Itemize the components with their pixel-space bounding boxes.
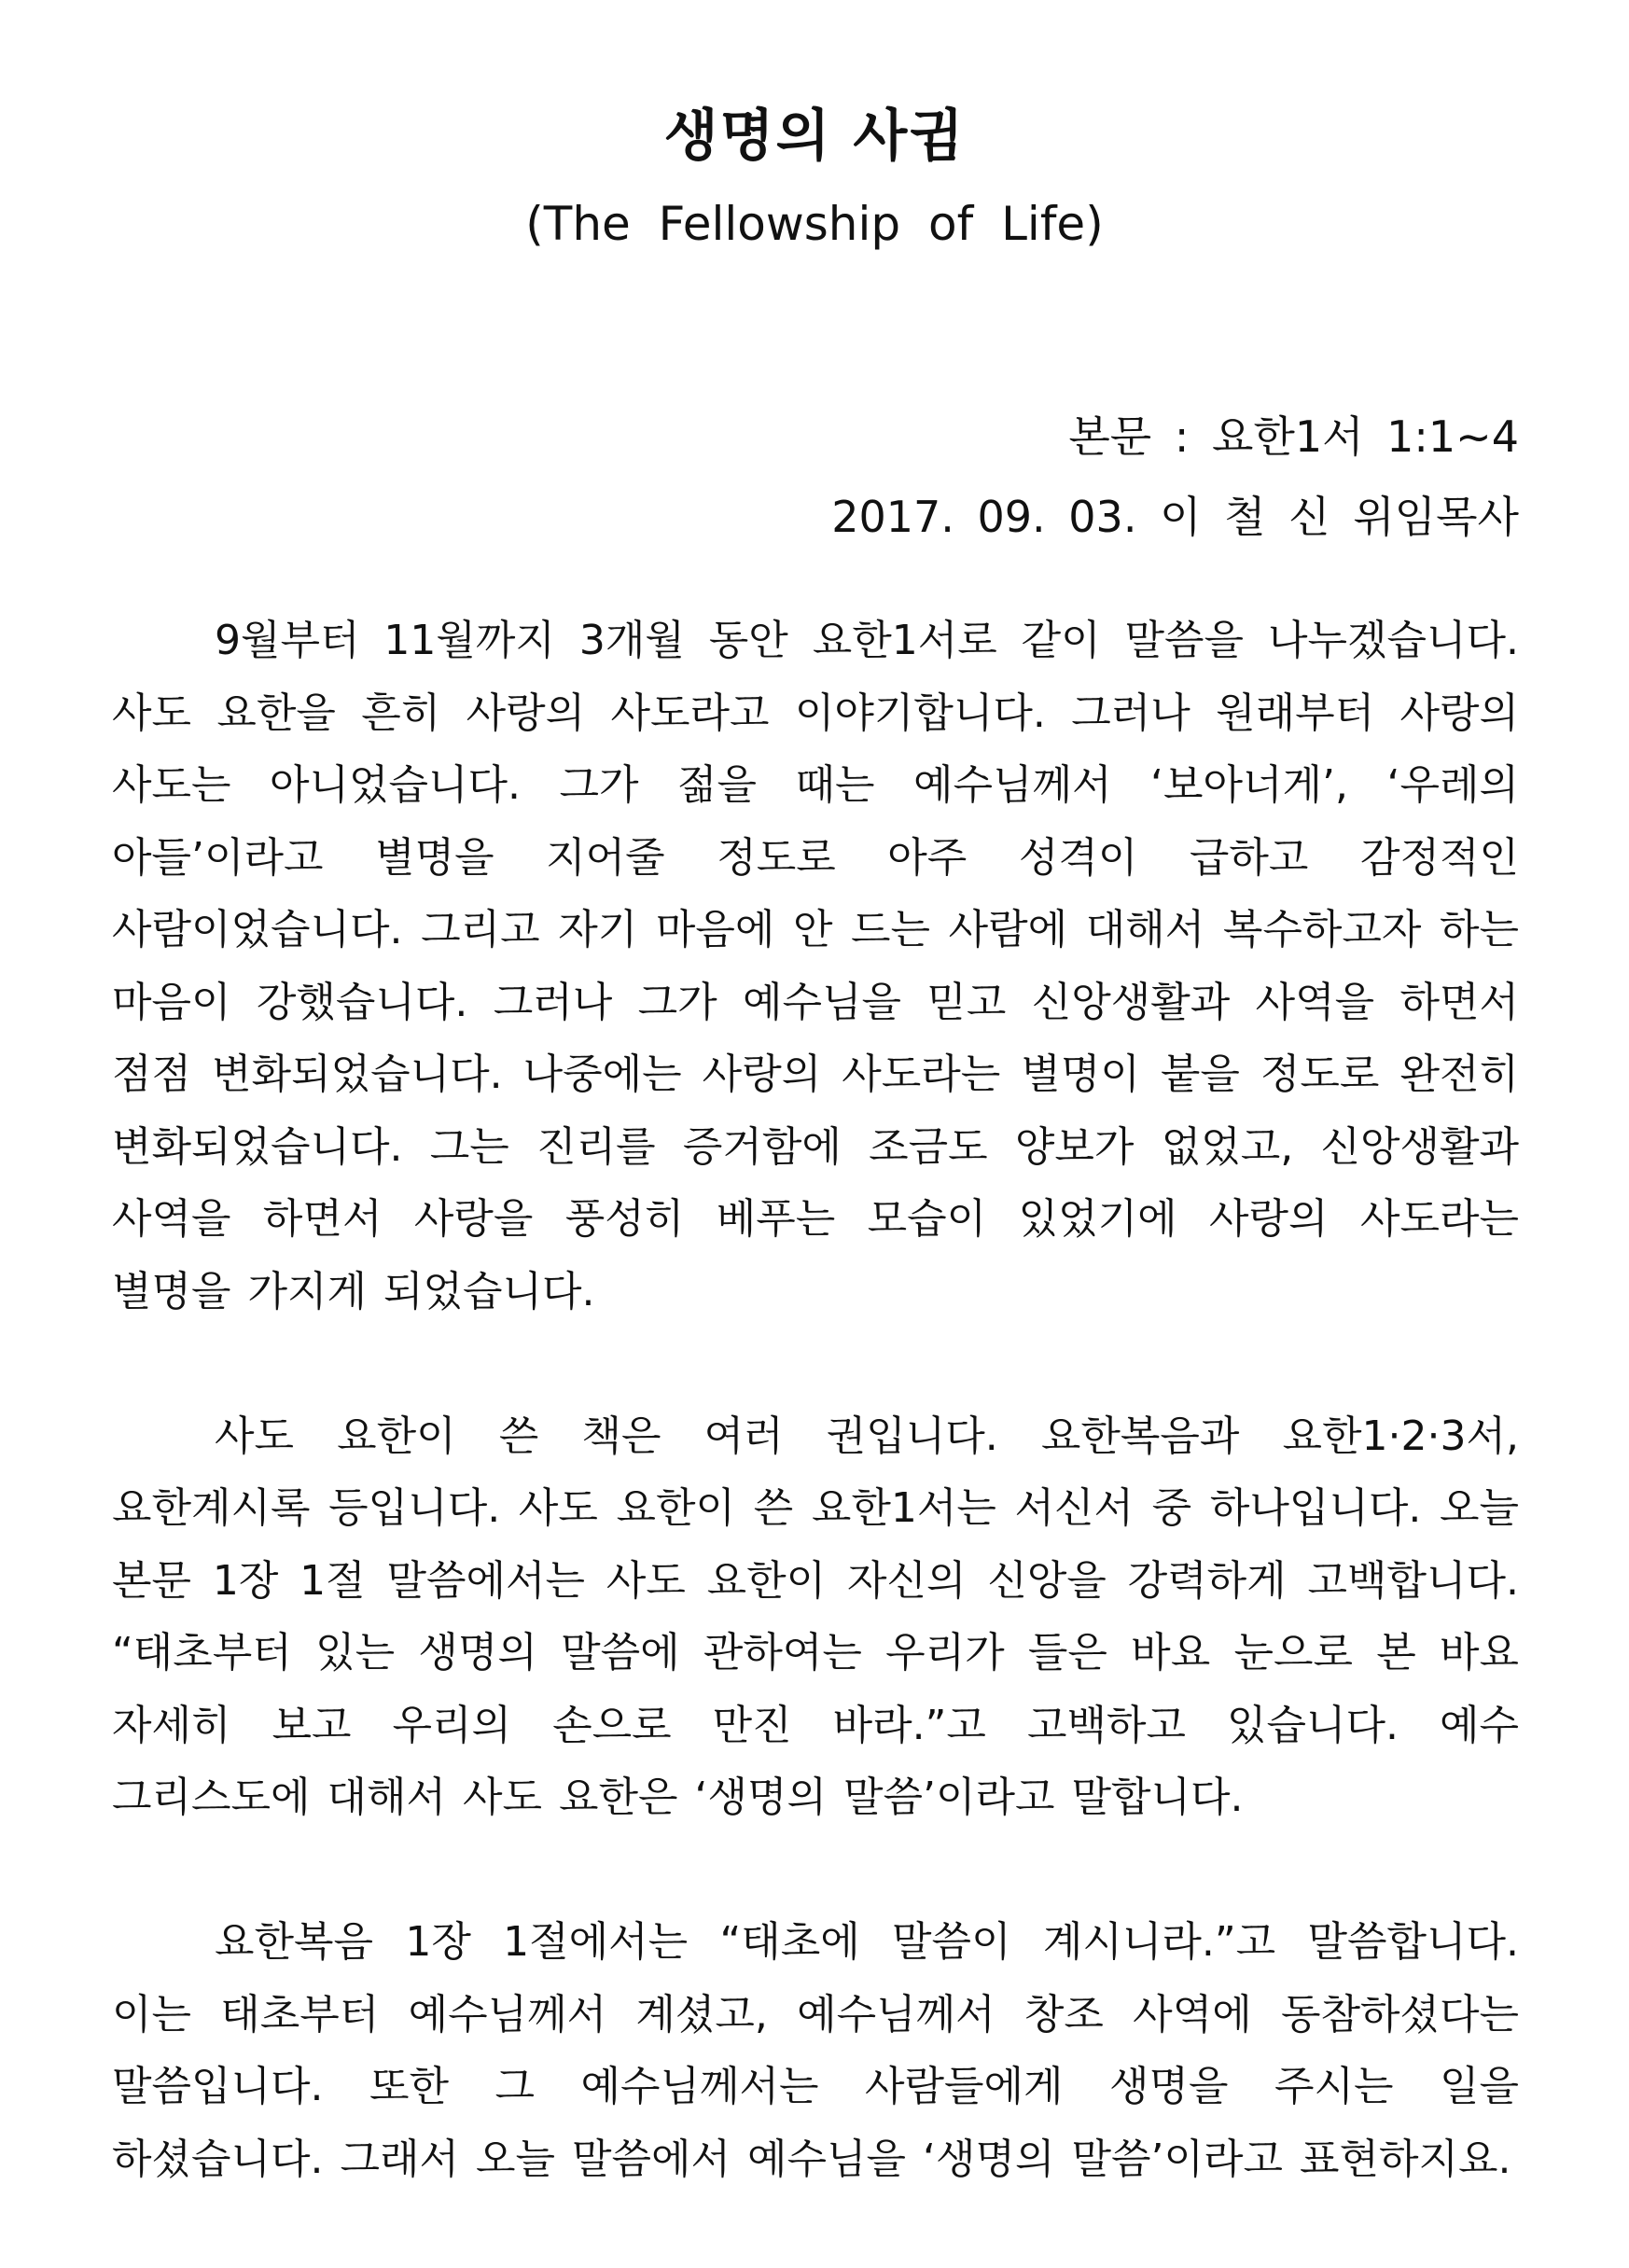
paragraph: 요한복음 1장 1절에서는 “태초에 말씀이 계시니라.”고 말씀합니다. 이는 태초부터 예수님께서 계셨고, 예수님께서 창조 사역에 동참하셨다는 말씀입니다. 또한 그 예수님께서는 사람들에게 생명을 주시는 일을 하셨습니다. 그래서 오늘 말씀에서 예수님을 ‘생명의 말씀’이라고 표현하지요. (112, 1918, 1519, 2183)
page-subtitle: (The Fellowship of Life) (525, 197, 1104, 251)
sermon-body (112, 605, 1519, 2268)
page-title: 생명의 사귐 (663, 104, 966, 169)
sermon-meta (831, 397, 1519, 557)
date-author-line: 2017. 09. 03. 이 철 신 위임목사 (831, 492, 1519, 542)
paragraph: 9월부터 11월까지 3개월 동안 요한1서로 같이 말씀을 나누겠습니다. 사도 요한을 흔히 사랑의 사도라고 이야기합니다. 그러나 원래부터 사랑의 사도는 아니었습니다. 그가 젊을 때는 예수님께서 ‘보아너게’, ‘우레의 아들’이라고 별명을 지어줄 정도로 아주 성격이 급하고 감정적인 사람이었습니다. 그리고 자기 마음에 안 드는 사람에 대해서 복수하고자 하는 마음이 강했습니다. 그러나 그가 예수님을 믿고 신앙생활과 사역을 하면서 점점 변화되었습니다. 나중에는 사랑의 사도라는 별명이 붙을 정도로 완전히 변화되었습니다. 그는 진리를 증거함에 조금도 양보가 없었고, 신앙생활과 사역을 하면서 사랑을 풍성히 베푸는 모습이 있었기에 사랑의 사도라는 별명을 가지게 되었습니다. (112, 617, 1519, 1315)
paragraph: 사도 요한이 쓴 책은 여러 권입니다. 요한복음과 요한1·2·3서, 요한계시록 등입니다. 사도 요한이 쓴 요한1서는 서신서 중 하나입니다. 오늘 본문 1장 1절 말씀에서는 사도 요한이 자신의 신앙을 강력하게 고백합니다. “태초부터 있는 생명의 말씀에 관하여는 우리가 들은 바요 눈으로 본 바요 자세히 보고 우리의 손으로 만진 바라.”고 고백하고 있습니다. 예수 그리스도에 대해서 사도 요한은 ‘생명의 말씀’이라고 말합니다. (112, 1412, 1519, 1821)
scripture-reference: 본문 : 요한1서 1:1~4 (1068, 411, 1519, 462)
